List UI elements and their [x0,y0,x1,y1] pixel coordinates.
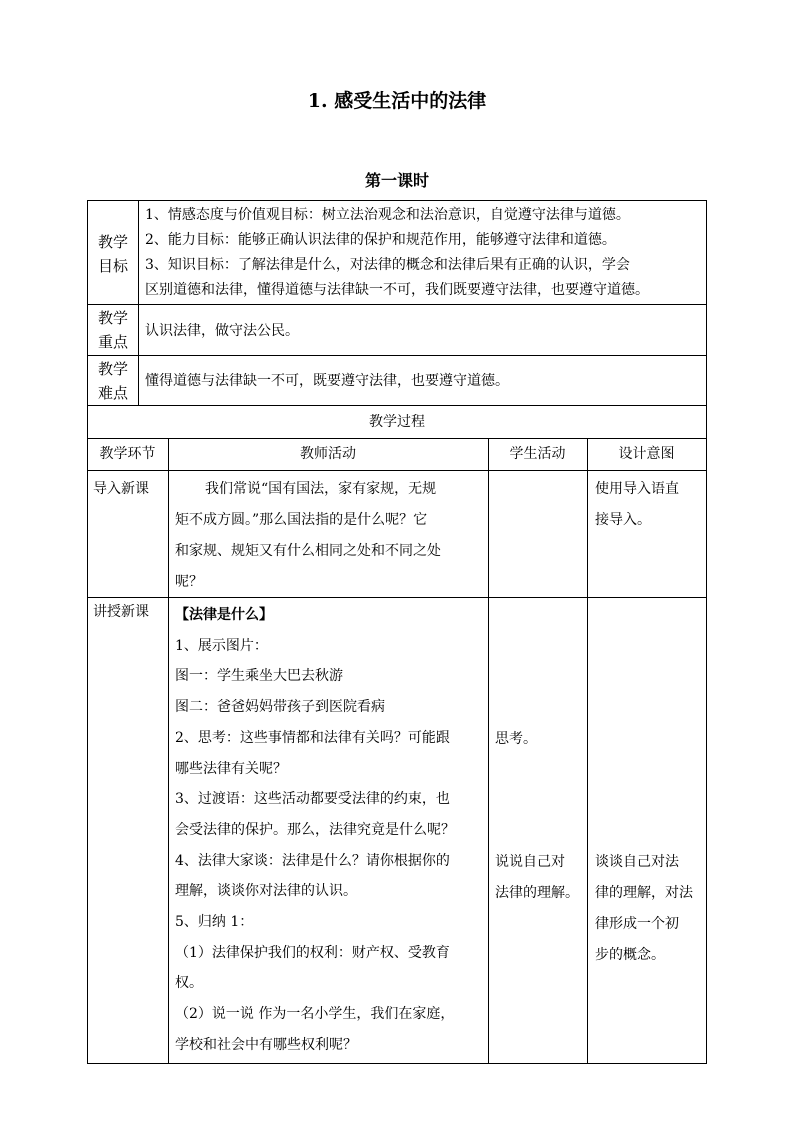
column-header: 教学环节 [99,446,156,462]
goal-line: 3、知识目标：了解法律是什么，对法律的概念和法律后果有正确的认识，学会 [145,257,630,273]
intro-design-intent: 使用导入语直 接导入。 [595,481,679,528]
goal-line: 1、情感态度与价值观目标：树立法治观念和法治意识，自觉遵守法律与道德。 [145,207,630,223]
goal-line: 区别道德和法律，懂得道德与法律缺一不可，我们既要遵守法律，也要遵守道德。 [145,282,649,298]
stage-intro: 导入新课 [93,481,149,497]
goal-line: 2、能力目标：能够正确认识法律的保护和规范作用，能够遵守法律和道德。 [145,232,616,248]
column-header: 教师活动 [300,446,356,462]
intro-teacher-activity: 我们常说“国有国法，家有家规，无规 矩不成方圆。”那么国法指的是什么呢？它 和家规、规矩又有什么相同之处和不同之处 呢？ [175,481,441,590]
new-lesson-student-think: 思考。 [495,731,537,747]
new-lesson-design-intent: 谈谈自己对法 律的理解，对法 律形成一个初 步的概念。 [595,854,693,963]
column-header: 学生活动 [509,446,566,462]
new-lesson-teacher-activity: 【法律是什么】 1、展示图片： 图一：学生乘坐大巴去秋游 图二：爸爸妈妈带孩子到医院看病 2、思考：这些事情都和法律有关吗？可能跟 哪些法律有关呢？ 3、过渡语：这些活动都要受法律的约束，也 会受法律的保护。那么，法律究竟是什么呢？ 4、法律大家谈：法律是什么？请你根据你的 理解，谈谈你对法律的认识。 5、归纳 1： （1）法律保护我们的权利：财产权、受教育 权。 （2）说一说 作为一名小学生，我们在家庭， 学校和社会中有哪些权利呢？ [175,607,455,1053]
document-title: 1. 感受生活中的法律 [307,90,487,112]
goals-content [145,203,649,303]
new-lesson-student-discuss: 说说自己对 法律的理解。 [495,854,579,901]
focus-content: 认识法律，做守法公民。 [145,323,299,339]
column-header: 设计意图 [618,446,675,462]
stage-new-lesson: 讲授新课 [93,604,149,620]
lesson-period-title: 第一课时 [364,171,429,190]
goals-label: 教学 目标 [97,233,128,275]
difficulty-label: 教学 难点 [97,360,128,402]
focus-label: 教学 重点 [97,309,128,351]
process-heading: 教学过程 [369,414,425,430]
difficulty-content: 懂得道德与法律缺一不可，既要遵守法律，也要遵守道德。 [145,373,509,389]
